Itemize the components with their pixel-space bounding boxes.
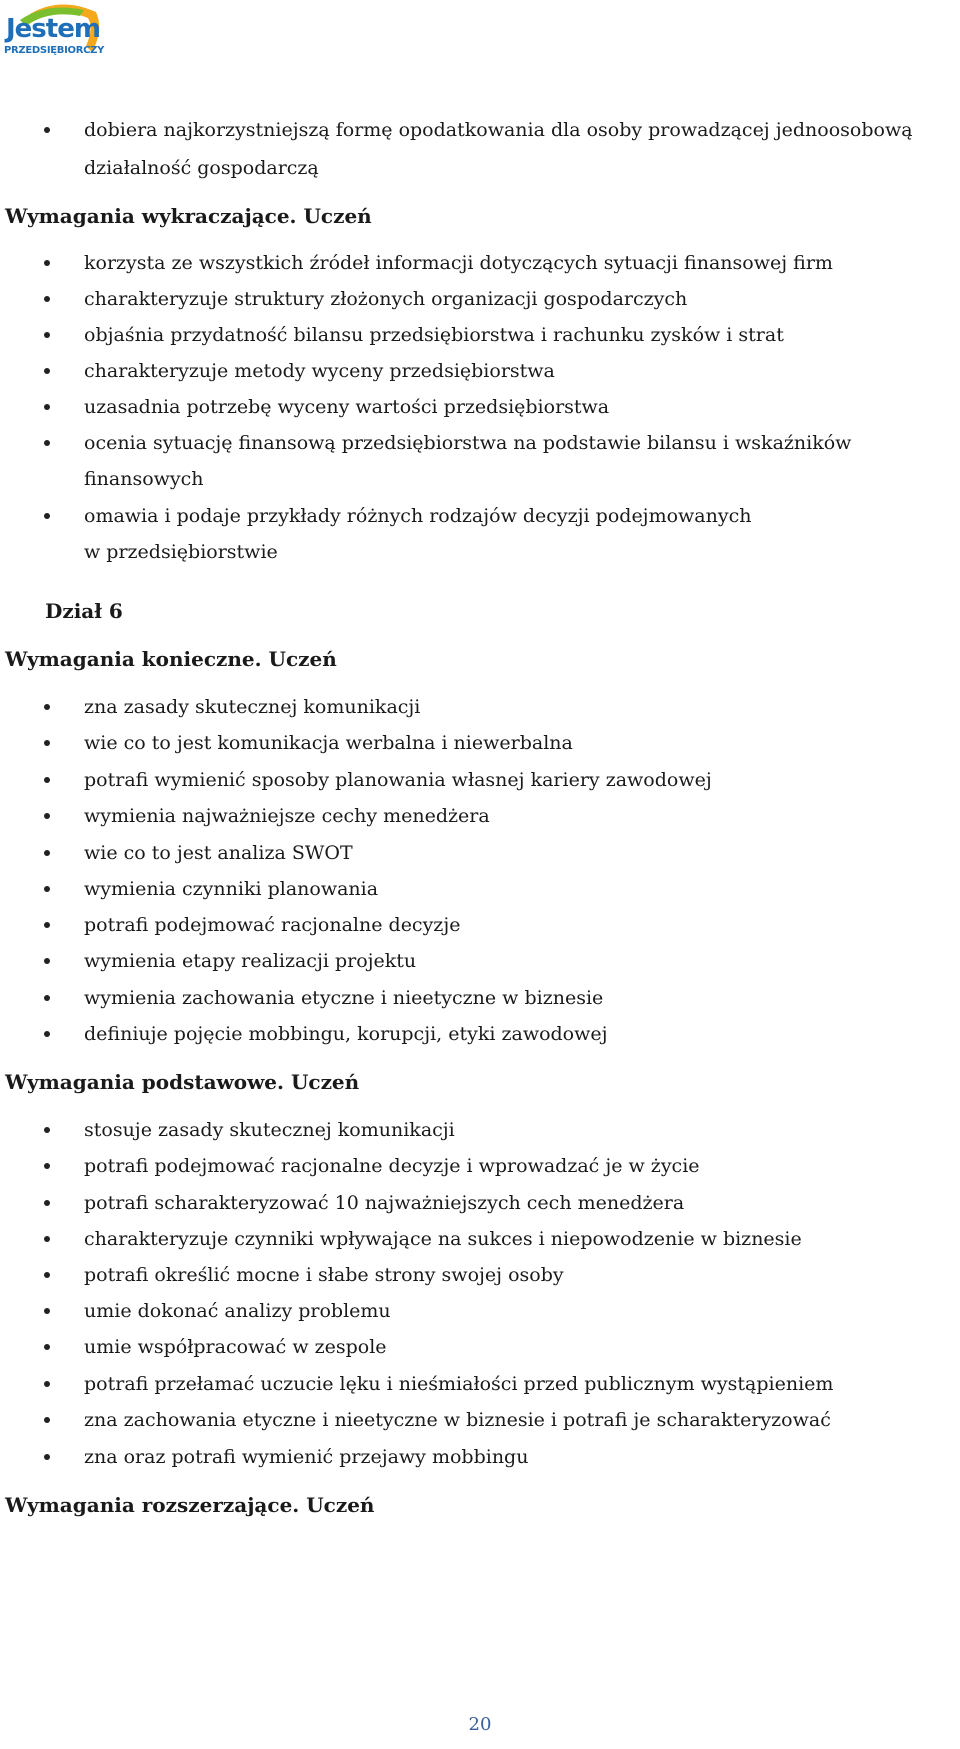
section-heading-podstawowe: Wymagania podstawowe. Uczeń	[5, 1070, 360, 1094]
chapter-heading: Dział 6	[45, 599, 123, 623]
bullet-icon	[44, 404, 50, 410]
bullet-icon	[44, 922, 50, 928]
bullet-icon	[44, 958, 50, 964]
bullet-icon	[44, 740, 50, 746]
bullet-icon	[44, 1272, 50, 1278]
bullet-icon	[44, 332, 50, 338]
section-heading-konieczne: Wymagania konieczne. Uczeń	[5, 647, 337, 671]
page-number: 20	[468, 1714, 492, 1735]
bullet-icon	[44, 1163, 50, 1169]
logo-word: Jestem	[6, 14, 100, 44]
bullet-icon	[44, 1381, 50, 1387]
logo-subtitle: PRZEDSIĘBIORCZY	[4, 45, 105, 56]
bullet-icon	[44, 1308, 50, 1314]
section-heading-rozszerzajace: Wymagania rozszerzające. Uczeń	[5, 1493, 375, 1517]
bullet-icon	[44, 1127, 50, 1133]
bullet-icon	[44, 704, 50, 710]
bullet-icon	[44, 995, 50, 1001]
bullet-icon	[44, 1454, 50, 1460]
bullet-icon	[44, 777, 50, 783]
bullet-icon	[44, 1031, 50, 1037]
bullet-icon	[44, 813, 50, 819]
bullet-icon	[44, 368, 50, 374]
bullet-icon	[44, 260, 50, 266]
section-heading-wykraczajace: Wymagania wykraczające. Uczeń	[5, 204, 372, 228]
bullet-icon	[44, 296, 50, 302]
bullet-icon	[44, 1344, 50, 1350]
bullet-icon	[44, 1236, 50, 1242]
bullet-icon	[44, 886, 50, 892]
bullet-icon	[44, 1417, 50, 1423]
bullet-icon	[44, 127, 50, 133]
bullet-icon	[44, 1200, 50, 1206]
bullet-icon	[44, 850, 50, 856]
logo	[0, 0, 110, 66]
bullet-icon	[44, 513, 50, 519]
bullet-icon	[44, 440, 50, 446]
